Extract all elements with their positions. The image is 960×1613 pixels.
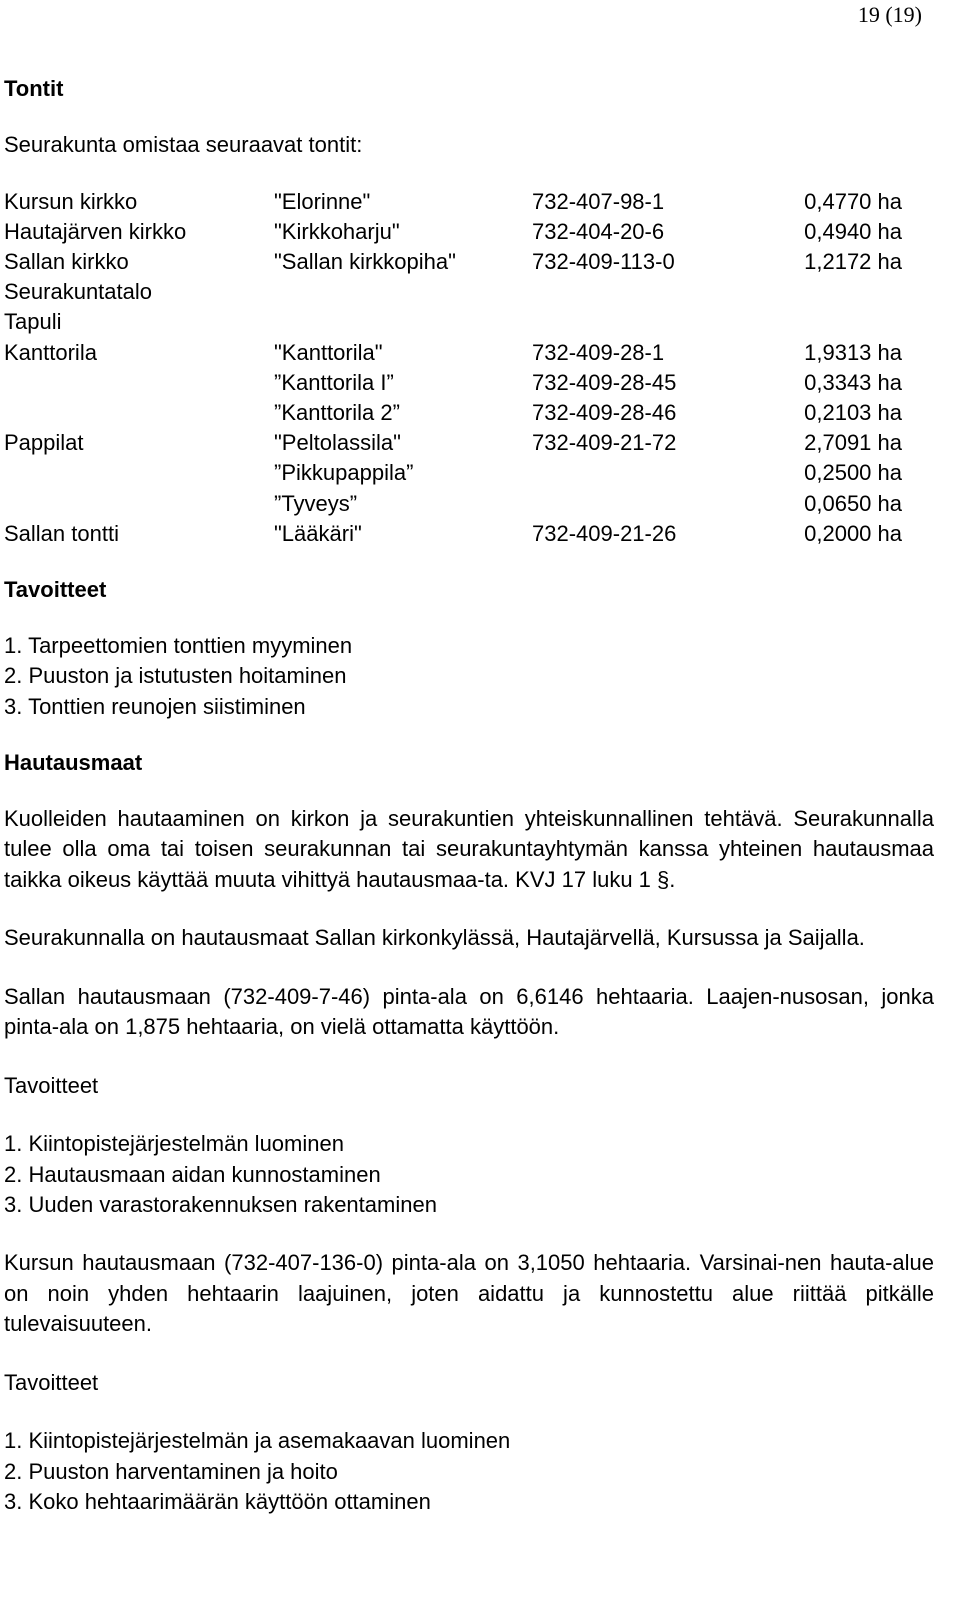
page-number: 19 (19) — [857, 2, 922, 27]
plot-row — [4, 247, 902, 277]
plot-area: 2,7091 ha — [804, 430, 902, 456]
plot-name: Kursun kirkko — [4, 188, 138, 214]
goal-item: 3. Koko hehtaarimäärän käyttöön ottaminen — [4, 1488, 431, 1514]
goal-item: 3. Uuden varastorakennuksen rakentaminen — [4, 1191, 437, 1217]
section-heading-hautausmaat: Hautausmaat — [4, 749, 143, 775]
plot-row — [4, 489, 902, 519]
plot-area: 0,4770 ha — [804, 188, 902, 214]
section-heading-tontit: Tontit — [4, 76, 64, 101]
tontit-goals-list — [4, 631, 934, 722]
tontit-intro: Seurakunta omistaa seuraavat tontit: — [4, 132, 363, 157]
goal-item: 1. Kiintopistejärjestelmän ja asemakaavan luominen — [4, 1428, 511, 1454]
plots-table — [4, 187, 902, 549]
plot-label: "Sallan kirkkopiha" — [274, 248, 456, 274]
plot-name: Tapuli — [4, 309, 62, 335]
plot-row — [4, 368, 902, 398]
plot-area: 0,4940 ha — [804, 218, 902, 244]
hautausmaat-locations-paragraph: Seurakunnalla on hautausmaat Sallan kirkonkylässä, Hautajärvellä, Kursussa ja Saijalla. — [4, 925, 865, 951]
plot-row — [4, 307, 902, 337]
goal-item: 3. Tonttien reunojen siistiminen — [4, 693, 306, 719]
plot-area: 0,2103 ha — [804, 399, 902, 425]
goal-item: 1. Kiintopistejärjestelmän luominen — [4, 1131, 344, 1157]
plot-code: 732-409-28-46 — [532, 399, 677, 425]
plot-label: "Kanttorila" — [274, 339, 383, 365]
goal-item: 2. Puuston ja istutusten hoitaminen — [4, 663, 347, 689]
kursu-goals-heading: Tavoitteet — [4, 1369, 99, 1395]
kursu-goals-list — [4, 1426, 934, 1517]
plot-area — [702, 307, 902, 337]
plot-code — [532, 277, 702, 307]
plot-area — [702, 277, 902, 307]
plot-area: 0,2500 ha — [804, 460, 902, 486]
plot-name: Kanttorila — [4, 339, 97, 365]
plot-code: 732-409-113-0 — [532, 248, 675, 274]
plot-label: "Lääkäri" — [274, 520, 362, 546]
plot-code — [532, 458, 702, 488]
plot-name: Seurakuntatalo — [4, 279, 152, 305]
plot-code — [532, 307, 702, 337]
plot-area: 0,2000 ha — [804, 520, 902, 546]
document-body — [4, 74, 934, 1517]
plot-row — [4, 187, 902, 217]
plot-code — [532, 489, 702, 519]
tontit-goals-heading: Tavoitteet — [4, 576, 107, 602]
plot-name — [4, 398, 274, 428]
plot-row — [4, 428, 902, 458]
hautausmaat-intro-paragraph: Kuolleiden hautaaminen on kirkon ja seurakuntien yhteiskunnallinen tehtävä. Seurakunnalla tulee olla oma tai toisen seurakunnan tai seurakuntayhtymän kanssa yhteinen hautausmaa taikka oikeus käyttää muuta vihittyä hautausmaa-ta. KVJ 17 luku 1 §. — [4, 805, 934, 892]
plot-label — [274, 277, 532, 307]
plot-name: Hautajärven kirkko — [4, 218, 187, 244]
plot-area: 1,2172 ha — [804, 248, 902, 274]
plot-label: ”Kanttorila 2” — [274, 399, 400, 425]
plot-code: 732-409-28-45 — [532, 369, 677, 395]
plot-code: 732-409-21-26 — [532, 520, 677, 546]
plot-name: Pappilat — [4, 430, 84, 456]
plot-area: 0,0650 ha — [804, 490, 902, 516]
plot-row — [4, 277, 902, 307]
plot-name: Sallan tontti — [4, 520, 119, 546]
goal-item: 2. Hautausmaan aidan kunnostaminen — [4, 1161, 381, 1187]
plot-label: "Kirkkoharju" — [274, 218, 400, 244]
plot-label: ”Pikkupappila” — [274, 460, 414, 486]
plot-code: 732-404-20-6 — [532, 218, 665, 244]
plot-code: 732-409-21-72 — [532, 430, 677, 456]
plot-row — [4, 398, 902, 428]
plot-label: ”Tyveys” — [274, 490, 358, 516]
plot-area: 1,9313 ha — [804, 339, 902, 365]
plot-label — [274, 307, 532, 337]
plot-row — [4, 338, 902, 368]
plot-name — [4, 489, 274, 519]
salla-goals-list — [4, 1129, 934, 1220]
plot-code: 732-409-28-1 — [532, 339, 665, 365]
kursu-cemetery-paragraph: Kursun hautausmaan (732-407-136-0) pinta-ala on 3,1050 hehtaaria. Varsinai-nen hauta-alue on noin yhden hehtaarin laajuinen, joten aidattu ja kunnostettu alue riittää pitkälle tulevaisuuteen. — [4, 1250, 934, 1337]
plot-name — [4, 368, 274, 398]
plot-area: 0,3343 ha — [804, 369, 902, 395]
plot-label: ”Kanttorila I” — [274, 369, 394, 395]
plots-table-body — [4, 187, 902, 549]
salla-goals-heading: Tavoitteet — [4, 1072, 99, 1098]
goal-item: 2. Puuston harventaminen ja hoito — [4, 1458, 338, 1484]
plot-name: Sallan kirkko — [4, 248, 129, 274]
plot-name — [4, 458, 274, 488]
plot-code: 732-407-98-1 — [532, 188, 665, 214]
plot-label: "Peltolassila" — [274, 430, 401, 456]
goal-item: 1. Tarpeettomien tonttien myyminen — [4, 632, 353, 658]
salla-cemetery-paragraph: Sallan hautausmaan (732-409-7-46) pinta-ala on 6,6146 hehtaaria. Laajen-nusosan, jonka pinta-ala on 1,875 hehtaaria, on vielä ottamatta käyttöön. — [4, 983, 934, 1040]
plot-row — [4, 217, 902, 247]
plot-row — [4, 458, 902, 488]
plot-label: "Elorinne" — [274, 188, 371, 214]
plot-row — [4, 519, 902, 549]
